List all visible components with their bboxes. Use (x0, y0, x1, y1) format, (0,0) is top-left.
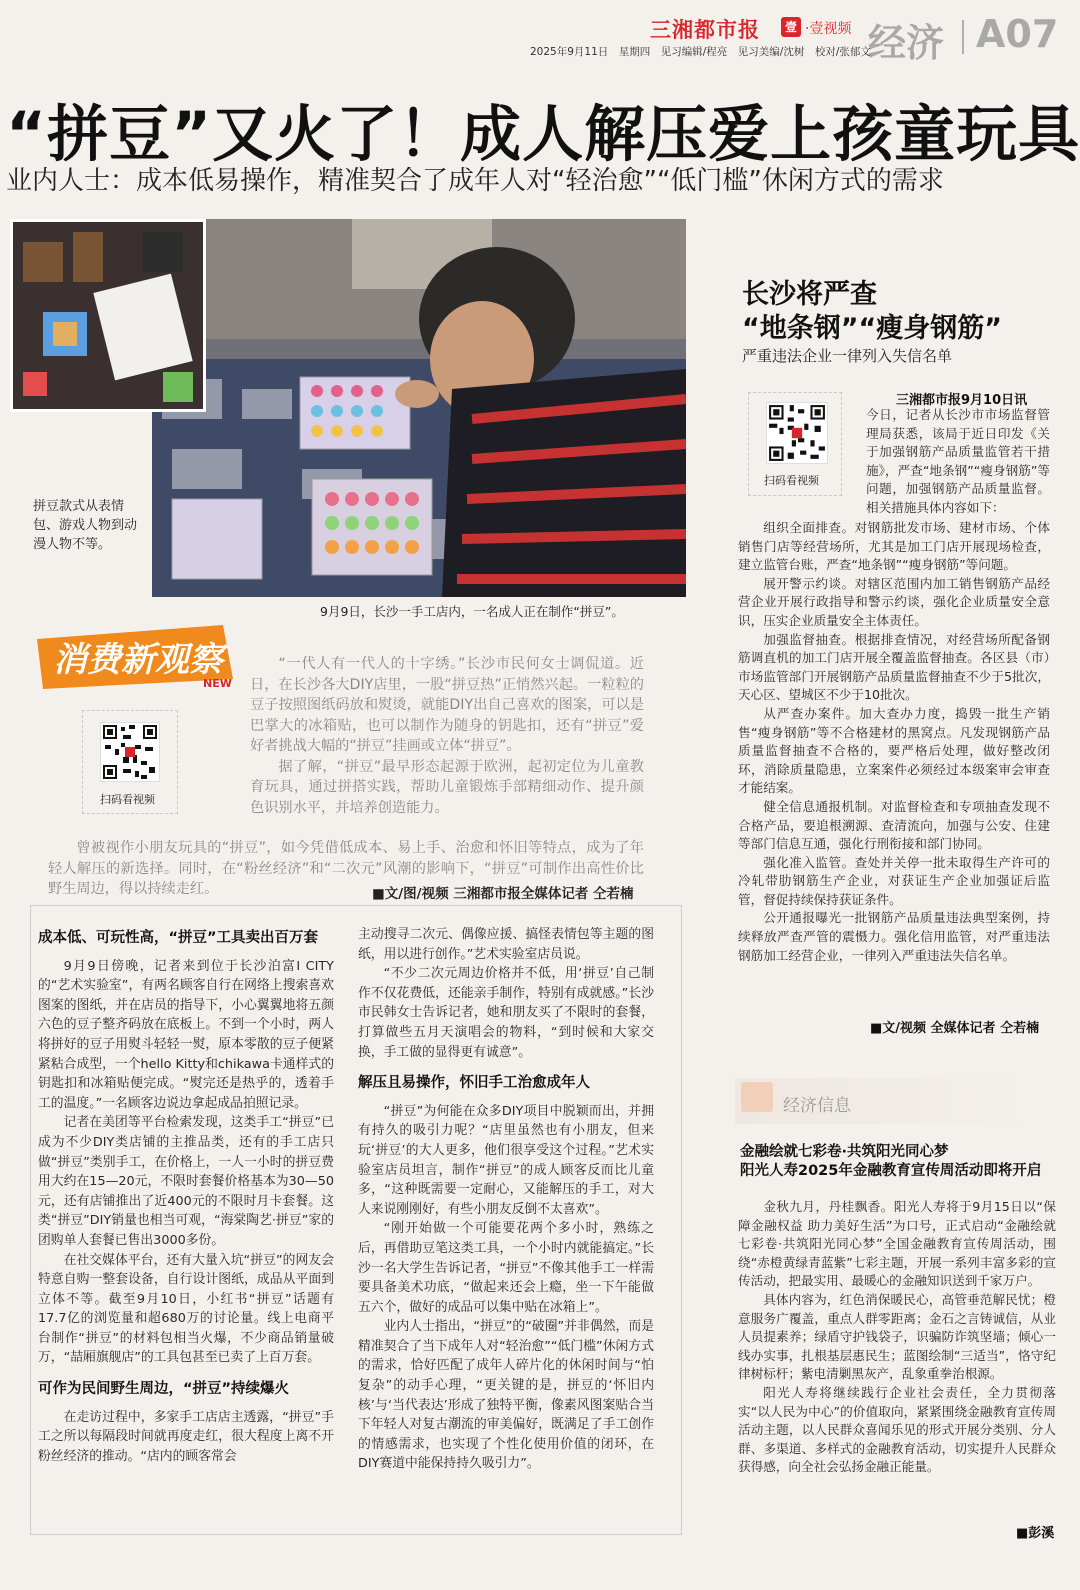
side-article-paragraph: 加强监督抽查。根据排查情况，对经营场所配备钢筋调直机的加工门店开展全覆盖监督抽查。各区县（市）市场监管部门开展钢筋产品质量监督抽查不少于5批次，天心区、望城区不少于10批次。 (738, 631, 1050, 703)
lead-paragraph: “一代人有一代人的十字绣。”长沙市民何女士调侃道。近日，在长沙各大DIY店里，一股“拼豆热”正悄然兴起。一粒粒的豆子按照图纸码放和熨烫，就能DIY出自己喜欢的图案，可以是巴掌大的冰箱贴，也可以制作为随身的钥匙扣，还有“拼豆”爱好者挑战大幅的“拼豆”挂画或立体“拼豆”。 (250, 656, 644, 754)
side-article-intro (866, 406, 1050, 518)
article-paragraph: “拼豆”为何能在众多DIY项目中脱颖而出，并拥有持久的吸引力呢？“店里虽然也有小朋友，但来玩‘拼豆’的大人更多，他们很享受这个过程。”艺术实验室店员坦言，制作“拼豆”的成人顾客反而比儿童多，“这种既需要一定耐心，又能解压的手工，对大人来说刚刚好，有些小朋友反倒不太喜欢”。 (358, 1103, 654, 1217)
main-photo (152, 219, 686, 597)
side-article-paragraph: 展开警示约谈。对辖区范围内加工销售钢筋产品经营企业开展行政指导和警示约谈，强化企业质量安全意识，压实企业质量安全主体责任。 (738, 575, 1050, 628)
side-article-paragraph: 强化准入监管。查处并关停一批未取得生产许可的冷轧带肋钢筋生产企业，对获证生产企业加强证后监管，督促持续保持获证条件。 (738, 854, 1050, 907)
article-paragraph: 主动搜寻二次元、偶像应援、搞怪表情包等主题的图纸，用以进行创作。”艺术实验室店员说。 (358, 927, 654, 962)
section-name: 经济 (868, 21, 945, 65)
qr-code-label: 扫码看视频 (100, 793, 155, 806)
qr-code-label: 扫码看视频 (764, 474, 819, 487)
inset-photo-caption: 拼豆款式从表情包、游戏人物到动漫人物不等。 (33, 499, 138, 552)
column-logo (33, 619, 243, 693)
side-article-body (738, 519, 1050, 965)
side-article-paragraph: 今日，记者从长沙市市场监督管理局获悉，该局于近日印发《关于加强钢筋产品质量监管若干措施》，严查“地条钢”“瘦身钢筋”等问题，加强钢筋产品质量监督。相关措施具体内容如下： (866, 407, 1050, 515)
section-heading: 解压且易操作，怀旧手工治愈成年人 (358, 1075, 590, 1092)
article-paragraph: “刚开始做一个可能要花两个多小时，熟练之后，再借助豆笔这类工具，一个小时内就能搞定。”长沙一名大学生告诉记者，“拼豆”不像其他手工一样需要具备美术功底，“做起来还会上瘾，坐一下午能做五六个，做好的成品可以集中贴在冰箱上”。 (358, 1221, 654, 1315)
info-paragraph: 具体内容为，红色消保暖民心，高管垂范解民忧；橙意服务广覆盖，重点人群零距离；金石之言铸诚信，从业人员提素养；绿盾守护钱袋子，识骗防诈筑坚墙；倾心一线办实事，扎根基层惠民生；蓝图绘制“三适当”，恪守纪律树标杆；紫电清剿黑灰产，乱象重拳治根源。 (738, 1291, 1056, 1382)
issue-meta: 2025年9月11日 星期四 见习编辑/程亮 见习美编/沈树 校对/张郁文 (530, 46, 871, 58)
qr-code-pattern (767, 403, 827, 463)
quote-mark-icon (741, 1082, 773, 1112)
side-article-paragraph: 健全信息通报机制。对监督检查和专项抽查发现不合格产品，要追根溯源、查清流向，加强与公安、住建等部门信息互通，强化行刑衔接和部门协同。 (738, 798, 1050, 852)
side-article-title: 长沙将严查 (742, 279, 877, 310)
lead-paragraph: 曾被视作小朋友玩具的“拼豆”，如今凭借低成本、易上手、治愈和怀旧等特点，成为了年轻人解压的新选择。同时，在“粉丝经济”和“二次元”风潮的影响下，“拼豆”可制作出高性价比野生周边，得以持续走红。 (48, 840, 644, 897)
side-article-paragraph: 公开通报曝光一批钢筋产品质量违法典型案例，持续释放严查严管的震慑力。强化信用监管，对严重违法钢筋加工经营企业，一律列入严重违法失信名单。 (738, 910, 1050, 963)
brand-badge-icon: 壹 (781, 17, 801, 37)
main-headline: “拼豆”又火了！成人解压爱上孩童玩具 (6, 99, 1080, 170)
side-article-subtitle: 严重违法企业一律列入失信名单 (742, 347, 953, 365)
main-photo-illustration (152, 219, 686, 597)
info-paragraph: 阳光人寿将继续践行企业社会责任，全力贯彻落实“以人民为中心”的价值取向，紧紧围绕金融教育宣传周活动主题，以人民群众喜闻乐见的形式开展分类别、分人群、多渠道、多样式的金融教育活动，切实提升人民群众获得感，向全社会弘扬金融正能量。 (738, 1384, 1056, 1475)
article-paragraph: 9月9日傍晚，记者来到位于长沙泊富I CITY的“艺术实验室”，有两名顾客自行在网络上搜索喜欢图案的图纸，并在店员的指导下，小心翼翼地将五颜六色的豆子整齐码放在底板上。不到一个小时，两人将拼好的豆子用熨斗轻轻一熨，原本零散的豆子便紧紧粘合成型，一个hello Kitty和chikawa卡通样式的钥匙扣和冰箱贴便完成。“熨完还是热乎的，透着手工的温度。”一名顾客边说边拿起成品拍照记录。 (38, 958, 334, 1111)
main-photo-caption: 9月9日，长沙一手工店内，一名成人正在制作“拼豆”。 (320, 604, 624, 619)
info-section-title: 经济信息 (783, 1096, 851, 1116)
qr-code-icon[interactable] (766, 402, 828, 464)
article-paragraph: 在社交媒体平台，还有大量入坑“拼豆”的网友会特意自购一整套设备，自行设计图纸，成品从平面到立体不等。截至9月10日，小红书“拼豆”话题有17.7亿的浏览量和超680万的讨论量。线上电商平台制作“拼豆”的材料包相当火爆，不少商品销量破万，“喆厢旗舰店”的工具包甚至已卖了上百万套。 (38, 1252, 334, 1366)
qr-code-pattern (101, 723, 159, 781)
lead-credit: ■文/图/视频 三湘都市报全媒体记者 仝若楠 (372, 886, 634, 902)
column-logo-title: 消费新观察 (53, 640, 223, 680)
info-paragraph: 金秋九月，丹桂飘香。阳光人寿将于9月15日以“保障金融权益 助力美好生活”为口号，正式启动“金融绘就七彩卷·共筑阳光同心梦”全国金融教育宣传周活动，围绕“赤橙黄绿青蓝紫”七彩主题，开展一系列丰富多彩的宣传活动，把最实用、最暖心的金融知识送到千家万户。 (738, 1199, 1056, 1289)
lead-paragraph: 据了解，“拼豆”最早形态起源于欧洲，起初定位为儿童教育玩具，通过拼搭实践，帮助儿童锻炼手部精细动作、提升颜色识别水平，并培养创造能力。 (250, 758, 644, 816)
qr-code-icon[interactable] (100, 722, 160, 782)
section-heading: 成本低、可玩性高，“拼豆”工具卖出百万套 (38, 930, 319, 946)
main-subheadline: 业内人士：成本低易操作，精准契合了成年人对“轻治愈”“低门槛”休闲方式的需求 (6, 166, 944, 196)
brand-video-label: ·壹视频 (805, 21, 852, 37)
info-headline: 阳光人寿2025年金融教育宣传周活动即将开启 (740, 1163, 1042, 1179)
info-headline: 金融绘就七彩卷·共筑阳光同心梦 (740, 1144, 949, 1160)
info-credit: ■彭溪 (1016, 1526, 1055, 1541)
section-heading: 可作为民间野生周边，“拼豆”持续爆火 (38, 1381, 290, 1398)
column-logo-tag: NEW (203, 677, 232, 690)
side-article-title: “地条钢”“瘦身钢筋” (742, 313, 1002, 344)
inset-photo-illustration (13, 222, 203, 409)
side-article-credit: ■文/视频 全媒体记者 仝若楠 (870, 1021, 1040, 1036)
article-paragraph: 在走访过程中，多家手工店店主透露，“拼豆”手工之所以每隔段时间就再度走红，很大程度上离不开粉丝经济的推动。“店内的顾客常会 (38, 1409, 334, 1464)
info-body (738, 1198, 1056, 1477)
page-number: A07 (976, 12, 1059, 56)
article-paragraph: 记者在美团等平台检索发现，这类手工“拼豆”已成为不少DIY类店铺的主推品类，还有的手工店只做“拼豆”类别手工，在价格上，一人一小时的拼豆费用大约在15—20元，不限时套餐价格基本为30—50元，还有店铺推出了近400元的不限时月卡套餐。这类“拼豆”DIY销量也相当可观，“海棠陶艺·拼豆”家的团购单人套餐已售出3000多份。 (38, 1115, 334, 1248)
inset-photo (10, 219, 206, 412)
article-paragraph: “不少二次元周边价格并不低，用‘拼豆’自己制作不仅花费低，还能亲手制作，特别有成就感。”长沙市民韩女士告诉记者，她和朋友买了不限时的套餐，打算做些五月天演唱会的物料，“到时候和大家交换，手工做的显得更有诚意”。 (358, 966, 654, 1060)
column-logo-graphic (33, 619, 243, 693)
newspaper-brand: 三湘都市报 (650, 18, 760, 42)
article-column-middle (358, 925, 654, 1474)
lead-block (250, 654, 644, 818)
article-column-left (38, 925, 334, 1466)
header-divider (962, 20, 964, 54)
side-article-dateline: 三湘都市报9月10日讯 (896, 393, 1028, 408)
side-article-paragraph: 从严查办案件。加大查办力度，捣毁一批生产销售“瘦身钢筋”等不合格建材的黑窝点。凡发现钢筋产品质量监督抽查不合格的，要严格后处理，做好整改闭环，消除质量隐患，立案案件必须经过本级案审会审查才能结案。 (738, 705, 1050, 796)
article-paragraph: 业内人士指出，“拼豆”的“破圈”并非偶然，而是精准契合了当下成年人对“轻治愈”“低门槛”休闲方式的需求，恰好匹配了成年人碎片化的休闲时间与“怕复杂”的动手心理，“更关键的是，拼豆的‘怀旧内核’与‘当代表达’形成了独特平衡，像素风图案贴合当下年轻人对复古潮流的审美偏好，既满足了手工创作的情感需求，也实现了个性化使用价值的闭环，在DIY赛道中能保持持久吸引力”。 (358, 1319, 654, 1472)
side-article-paragraph: 组织全面排查。对钢筋批发市场、建材市场、个体销售门店等经营场所，尤其是加工门店开展现场检查，建立监管台账，严查“地条钢”“瘦身钢筋”等问题。 (738, 520, 1050, 573)
